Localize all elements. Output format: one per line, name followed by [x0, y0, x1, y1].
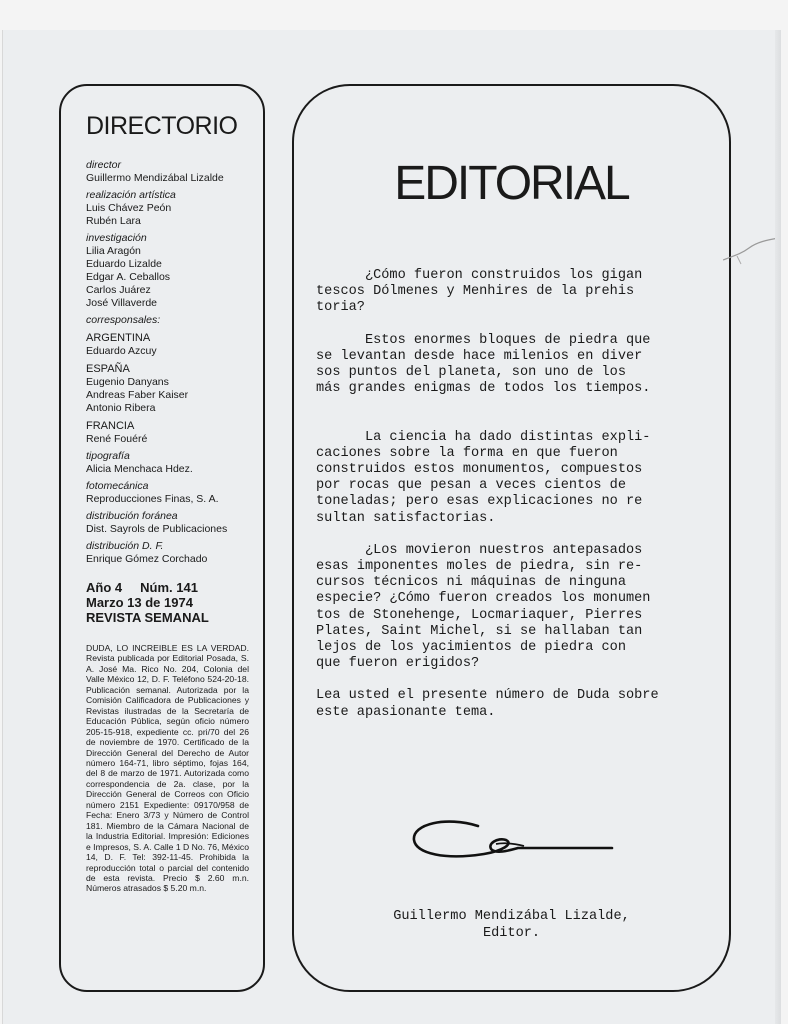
editorial-title: EDITORIAL: [394, 157, 629, 211]
role-label: distribución D. F.: [86, 540, 164, 552]
directory-entry: [86, 450, 249, 476]
directory-title: DIRECTORIO: [86, 112, 238, 140]
issue-frequency: REVISTA SEMANAL: [86, 610, 209, 625]
editor-signature: [406, 814, 616, 874]
person-name: Eugenio Danyans: [86, 376, 169, 388]
person-name: José Villaverde: [86, 297, 158, 309]
directory-entry: [86, 189, 249, 228]
person-name: Alicia Menchaca Hdez.: [86, 463, 193, 475]
person-name: Rubén Lara: [86, 215, 141, 227]
legal-notice: DUDA, LO INCREIBLE ES LA VERDAD. Revista publicada por Editorial Posada, S. A. José Ma. Rico No. 204, Colonia del Valle México 12, D. F. Teléfono 524-20-18. Publicación semanal. Autorizada por la Comisión Calificadora de Publicaciones y Revistas ilustradas de la Secretaría de Educación Pública, según oficio número 205-15-918, expediente cc. pri/70 del 26 de noviembre de 1970. Certificado de la Dirección General del Derecho de Autor número 164-71, libro séptimo, fojas 164, del 8 de marzo de 1971. Autorizada como correspondencia de 2a. clase, por la Dirección General de Correos con Oficio número 2151 Expediente: 09170/958 de Fecha: Enero 3/73 y Número de Control 181. Miembro de la Cámara Nacional de la Industria Editorial. Impresión: Ediciones e Impresos, S. A. Calle 1 D No. 76, México 14, D. F. Tel: 392-11-45. Prohibida la reproducción total o parcial del contenido de esta revista. Precio $ 2.60 m.n. Números atrasados $ 5.20 m.n.: [86, 643, 249, 894]
directory-entry: [86, 159, 249, 185]
editorial-paragraph: La ciencia ha dado distintas expli- caciones sobre la forma en que fueron construidos estos monumentos, compuestos por rocas que pesan a veces cientos de toneladas; pero esas explicaciones no re sultan satisfactorias.: [316, 429, 651, 526]
person-name: Antonio Ribera: [86, 402, 156, 414]
directory-entry: [86, 540, 249, 566]
editorial-panel: [292, 84, 731, 992]
role-label: director: [86, 159, 122, 171]
editorial-paragraph: Lea usted el presente número de Duda sobre este apasionante tema.: [316, 688, 659, 720]
directory-entry: [86, 314, 249, 446]
issue-date: Marzo 13 de 1974: [86, 595, 193, 610]
editorial-paragraph: Estos enormes bloques de piedra que se levantan desde hace milenios en diver sos puntos del planeta, son uno de los más grandes enigmas de todos los tiempos.: [316, 332, 651, 397]
role-label: tipografía: [86, 450, 130, 462]
person-name: Eduardo Azcuy: [86, 345, 157, 357]
role-label: realización artística: [86, 189, 176, 201]
country-label: ARGENTINA: [86, 332, 151, 344]
paper-tear-mark: [723, 230, 779, 270]
role-label: corresponsales:: [86, 314, 161, 326]
person-name: Enrique Gómez Corchado: [86, 553, 208, 565]
magazine-page: [2, 30, 781, 1024]
issue-info: [86, 580, 249, 625]
directory-entry: [86, 480, 249, 506]
person-name: Andreas Faber Kaiser: [86, 389, 189, 401]
person-name: Eduardo Lizalde: [86, 258, 162, 270]
role-label: distribución foránea: [86, 510, 178, 522]
person-name: Reproducciones Finas, S. A.: [86, 493, 219, 505]
directory-entries: [86, 159, 249, 566]
directory-panel: [59, 84, 265, 992]
editorial-paragraph: ¿Cómo fueron construidos los gigan tescos Dólmenes y Menhires de la prehis toria?: [316, 268, 643, 316]
editorial-body: [316, 268, 721, 737]
person-name: Luis Chávez Peón: [86, 202, 172, 214]
person-name: Dist. Sayrols de Publicaciones: [86, 523, 228, 535]
person-name: Lilia Aragón: [86, 245, 141, 257]
person-name: Guillermo Mendizábal Lizalde: [86, 172, 224, 184]
person-name: Carlos Juárez: [86, 284, 151, 296]
country-label: ESPAÑA: [86, 363, 130, 375]
role-label: fotomecánica: [86, 480, 149, 492]
directory-entry: [86, 510, 249, 536]
issue-number: Año 4 Núm. 141: [86, 580, 198, 595]
person-name: Edgar A. Ceballos: [86, 271, 171, 283]
editor-signoff: Guillermo Mendizábal Lizalde, Editor.: [393, 909, 630, 941]
role-label: investigación: [86, 232, 147, 244]
country-label: FRANCIA: [86, 420, 135, 432]
person-name: René Fouéré: [86, 433, 148, 445]
editorial-paragraph: ¿Los movieron nuestros antepasados esas imponentes moles de piedra, sin re- cursos técnicos ni máquinas de ninguna especie? ¿Cómo fueron creados los monumen tos de Stonehenge, Locmariaquer, Pierres Plates, Saint Michel, si se hallaban tan lejos de los yacimientos de piedra con que fueron erigidos?: [316, 542, 651, 672]
directory-entry: [86, 232, 249, 310]
